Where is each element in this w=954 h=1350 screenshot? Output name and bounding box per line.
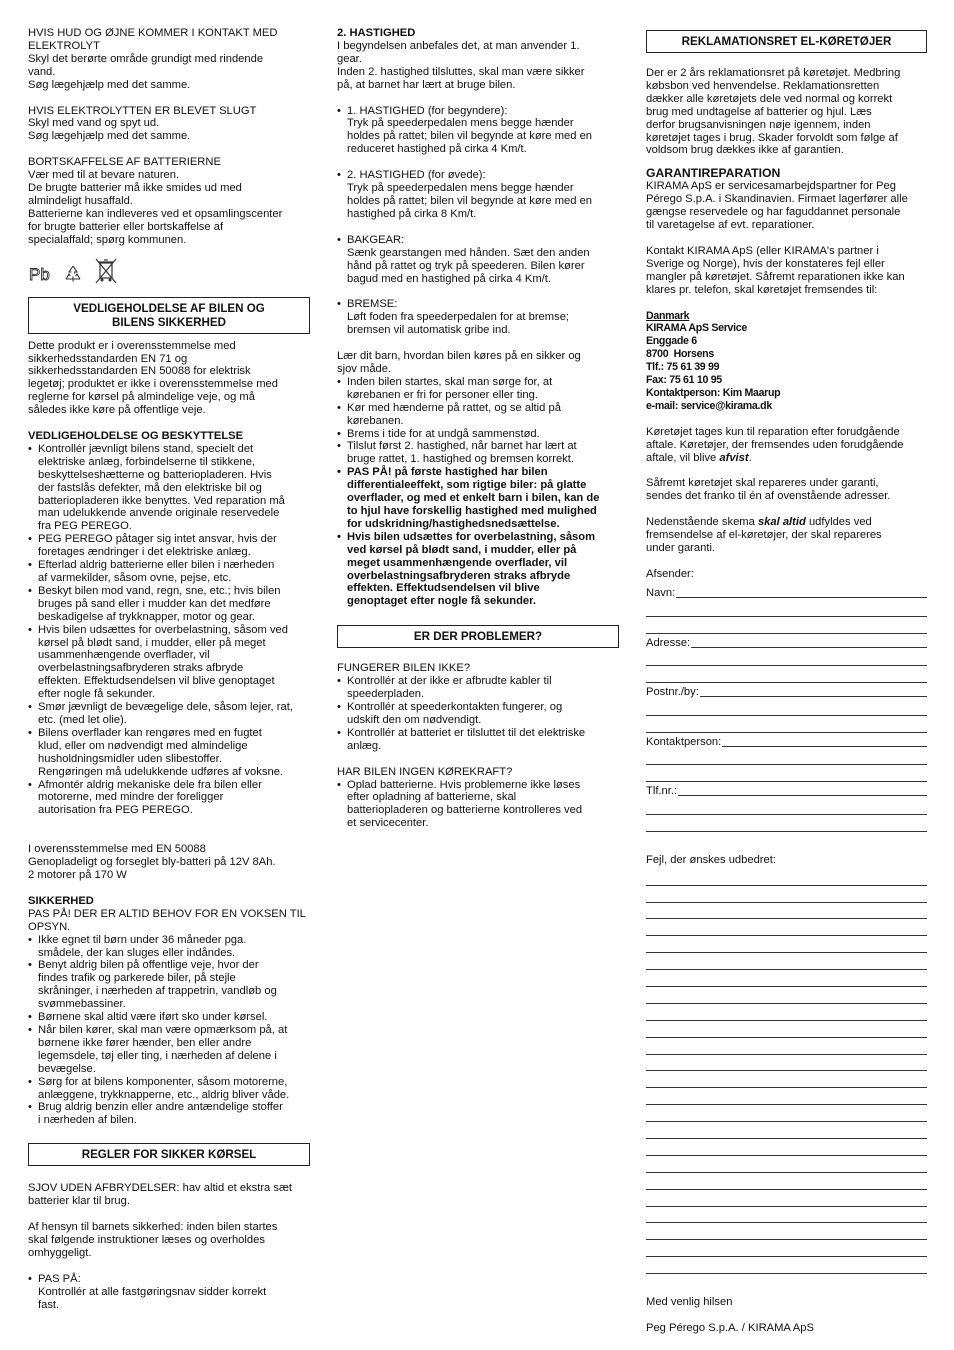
form-field-1[interactable] [646,634,927,650]
closing-greeting: Med venlig hilsen [646,1296,733,1309]
list-item-line: • Hvis bilen udsættes for overbelastning, såsom [347,530,596,543]
text-line: under garanti. [646,542,716,555]
text-line: Der er 2 års reklamationsret på køretøjet. Medbring [646,67,901,79]
text-line: Skyl det berørte område grundigt med rindende [28,52,264,65]
list-item-line: af varmekilder, såsom ovne, pejse, etc. [38,572,232,584]
list-item-line: • Inden bilen startes, skal man sørge for, at [347,375,553,388]
text-line: for brugte batterier eller bortskaffelse af [28,220,224,233]
text-line: almindeligt husaffald. [28,194,133,207]
list-item-line: efter nogle få sekunder. [38,688,155,701]
form-blank-line[interactable] [646,699,927,716]
form-field-line[interactable] [700,696,927,697]
text-line: PAS PÅ! DER ER ALTID BEHOV FOR EN VOKSEN TIL [28,907,306,920]
list-item [337,428,619,441]
text-line: Genopladeligt og forseglet bly-batteri på 12V 8Ah. [28,856,276,869]
pas-paa-note: • PAS PÅ: Kontrollér at alle fastgøringsnav sidder korrekt fast. [28,1273,310,1312]
fault-blank-line[interactable] [646,1223,927,1240]
form-field-4[interactable] [646,782,927,798]
list-item-line: husholdningsmidler uden slibestoffer. [38,752,222,765]
fault-blank-line[interactable] [646,1105,927,1122]
text-line: 8700 Horsens [646,348,714,361]
driving-mode-title: 1. HASTIGHED (for begyndere): [347,104,508,117]
list-item-line: overflader, og med et enkelt barn i bilen, kan de [347,492,600,505]
sender-form [646,584,927,832]
list-item [28,959,310,1011]
form-blank-line[interactable] [646,765,927,782]
text-line: Køretøjet tages kun til reparation efter forudgående [646,425,900,438]
form-note-pre: Nedenstående skema [646,516,758,529]
list-item [337,727,619,753]
form-field-0[interactable] [646,584,927,600]
form-blank-line[interactable] [646,798,927,815]
list-item-line: • PEG PEREGO påtager sig intet ansvar, hvis der [38,533,277,546]
form-field-label: Kontaktperson: [646,735,722,748]
driving-mode-title: BAKGEAR: [347,233,405,246]
safety-list [28,934,310,1128]
list-item-line: genoptaget efter nogle få sekunder. [347,595,536,608]
text-line: Kontakt KIRAMA ApS (eller KIRAMA's partner i [646,244,879,257]
paragraph-swallowed [28,105,310,144]
list-item-line: der fastslås defekter, må den elektriske bil og [38,481,262,494]
text-line: sikkerhedsstandarden EN 50088 for elektrisk [28,365,251,378]
heading-maintenance: VEDLIGEHOLDELSE OG BESKYTTELSE [28,430,244,443]
text-line: Såfremt køretøjet skal repareres under garanti, [646,477,879,490]
list-item-line: motorerne, med mindre der foreligger [38,791,224,804]
contact-lines [646,322,927,412]
list-item-line: kørebanen er fri for personer eller ting. [347,388,538,401]
list-item-line: svømmebassiner. [38,998,126,1011]
form-field-label: Adresse: [646,636,691,649]
form-field-line[interactable] [722,746,927,747]
fault-blank-line[interactable] [646,1071,927,1088]
list-item-line: man udelukkende anvende originale reservedele [38,507,280,520]
list-item-line: differentialeeffekt, som rigtige biler: på glatte [347,479,587,492]
list-item [28,1101,310,1127]
driving-mode-text: holdes på rattet; bilen vil begynde at køre med en [347,194,593,207]
list-item [337,779,619,831]
paragraph-skin-eyes [28,27,310,92]
text-line: Fax: 75 61 10 95 [646,374,722,387]
text-line: Søg lægehjælp med det samme. [28,130,191,143]
list-item-line: • Sørg for at bilens komponenter, såsom motorerne, [38,1075,288,1088]
text-line: BILENS SIKKERHED [111,315,227,329]
column-middle [337,27,619,830]
text-line: KIRAMA ApS Service [646,322,747,335]
text-line: Dette produkt er i overensstemmelse med [28,339,236,352]
list-item-line: anlæggene, trykknapperne, etc., aldrig bliver våde. [38,1088,290,1101]
form-note-emphasis: skal altid [757,516,806,529]
list-item-line: • Børnene skal altid være iført sko under kørsel. [38,1011,268,1024]
faults-label: Fejl, der ønskes udbedret: [646,853,776,866]
driving-mode-text: Tryk på speederpedalen mens begge hænder [347,182,574,195]
list-item-line: børnene ikke fører hænder, ben eller andre [38,1036,252,1049]
fault-blank-line[interactable] [646,1038,927,1055]
section-box-driving-rules [28,1143,310,1166]
heading-speed: 2. HASTIGHED [337,27,416,39]
column-right [646,27,927,1335]
paragraph-franco [646,477,927,503]
disposal-icons [28,255,310,285]
text-line: vand. [28,65,56,78]
contact-address [646,310,927,413]
list-item-line: i nærheden af bilen. [38,1114,137,1127]
maintenance-list [28,443,310,817]
text-line: I overensstemmelse med EN 50088 [28,843,206,856]
driving-modes [337,105,619,338]
fault-blank-line[interactable] [646,1139,927,1156]
list-item-line: udskift den om nødvendigt. [347,713,482,726]
fault-blank-line[interactable] [646,1240,927,1257]
fault-blank-line[interactable] [646,936,927,953]
driving-mode-item: • BREMSE: Løft foden fra speederpedalen for at bremse; bremsen vil automatisk gribe ind. [337,298,619,337]
list-item-line: • Brug aldrig benzin eller andre antændelige stoffer [38,1101,283,1114]
list-item-line: • Smør jævnligt de bevægelige dele, såsom lejer, rat, [38,701,293,714]
list-item-line: • Kør med hænderne på rattet, og se altid på [347,401,561,414]
text-line: fremsendelse af el-køretøjer, der skal repareres [646,529,882,542]
crossed-out-bin-icon [94,257,118,285]
list-item-line: efter opladning af batterierne, skal [347,791,517,804]
lead-symbol-text: Pb [29,264,50,284]
text-line: således ikke køre på offentlige veje. [28,404,206,417]
contact-country: Danmark [646,309,690,322]
list-item-line: • Kontrollér at batteriet er tilsluttet til det elektriske [347,726,586,739]
fault-blank-line[interactable] [646,903,927,920]
form-field-line[interactable] [691,647,927,648]
text-line: Pérego S.p.A. i Skandinavien. Firmaet lagerfører alle [646,193,908,206]
list-item-line: • Når bilen kører, skal man være opmærksom på, at [38,1024,288,1036]
text-line: købsbon ved henvendelse. Reklamationsretten [646,79,880,92]
form-blank-line[interactable] [646,600,927,617]
list-item-line: • Brems i tide for at undgå sammenstød. [347,427,540,440]
text-line: BORTSKAFFELSE AF BATTERIERNE [28,156,221,169]
sender-label: Afsender: [646,568,694,580]
list-item-line: meget usammenhængende overflader, vil [347,556,568,569]
list-item-line: beskyttelseshætterne og batteriopladeren. Hvis [38,468,272,481]
list-item-line: elektriske anlæg, forbindelserne til stikkene, [38,455,256,468]
no-power-list [337,779,619,831]
teach-warnings [337,466,619,608]
list-item-line: anlæg. [347,739,382,752]
list-item-line: et servicecenter. [347,817,429,830]
text-line: Inden 2. hastighed tilsluttes, skal man være sikker [337,65,585,78]
form-blank-line[interactable] [646,716,927,733]
list-item-line: • Benyt aldrig bilen på offentlige veje, hvor der [38,959,259,972]
list-item [337,701,619,727]
list-item-line: ved kørsel på blødt sand, i mudder, eller på [347,543,577,556]
paragraph-compliance [28,843,310,882]
list-item-line: • PAS PÅ! på første hastighed har bilen [347,466,548,479]
paragraph-kirama [646,180,927,232]
paragraph-warranty [646,67,927,157]
recycle-icon [62,263,84,285]
text-line: voldsom brug dækkes ikke af garantien. [646,144,844,157]
form-field-label: Navn: [646,587,676,599]
list-item-line: • Tilslut først 2. hastighed, når barnet har lært at [347,440,577,453]
list-item-line: fra PEG PEREGO. [38,520,132,533]
list-item-line: bevægelse. [38,1062,96,1075]
text-line: skal følgende instruktioner læses og overholdes [28,1233,265,1246]
text-line: legetøj; produktet er ikke i overensstemmelse med [28,378,278,391]
list-item [337,440,619,466]
form-blank-line[interactable] [646,650,927,667]
section-box-warranty [646,30,927,53]
text-line: derfor brugsanvisningen nøje igennem, inden [646,118,871,131]
fault-blank-line[interactable] [646,987,927,1004]
text-line: på, at barnet har lært at bruge bilen. [337,78,516,91]
teach-list [337,376,619,466]
fault-blank-line[interactable] [646,869,927,886]
fault-blank-line[interactable] [646,1190,927,1207]
list-item-line: speederpladen. [347,688,425,701]
form-field-label: Tlf.nr.: [646,785,678,798]
list-item [28,1024,310,1076]
list-item-line: bruge rattet, 1. hastighed og bremsen korrekt. [347,453,574,466]
question-not-working: FUNGERER BILEN IKKE? [337,662,471,675]
list-item-line: • Bilens overflader kan rengøres med en fugtet [38,726,262,739]
not-working-list [337,675,619,752]
text-line: gængse reservedele og har faguddannet personale [646,206,901,219]
text-line: brug med undtagelse af batterier og hjul. Læs [646,105,872,118]
text-line: Lær dit barn, hvordan bilen køres på en sikker og [337,350,581,363]
list-item-line: skråninger, i nærheden af trappetrin, vandløb og [38,985,277,998]
list-item-line: bruges på sand eller i mudder kan det medføre [38,597,271,610]
fault-blank-line[interactable] [646,1173,927,1190]
list-item-line: • Kontrollér jævnligt bilens stand, specielt det [38,442,254,455]
fault-blank-line[interactable] [646,953,927,970]
text-line: OPSYN. [28,920,71,933]
fault-blank-line[interactable] [646,1004,927,1021]
form-note-post: udfyldes ved [805,516,872,529]
list-item-line: usammenhængende overflader, vil [38,649,210,662]
text-line: 2 motorer på 170 W [28,869,127,882]
form-field-label: Postnr./by: [646,686,699,699]
agreement-rejected: afvist [719,451,749,464]
list-item [28,779,310,818]
text-line: De brugte batterier må ikke smides ud med [28,182,242,195]
paragraph-extra-batteries [28,1182,310,1208]
text-line: batterier klar til brug. [28,1195,130,1208]
text-line: REKLAMATIONSRET EL-KØRETØJER [681,35,892,48]
agreement-lines [646,426,927,452]
text-line: ER DER PROBLEMER? [413,630,543,644]
driving-mode-text: holdes på rattet; bilen vil begynde at køre med en [347,130,593,143]
driving-mode-text: bremsen vil automatisk gribe ind. [347,324,511,337]
list-item-line: smådele, der kan sluges eller indåndes. [38,946,236,959]
list-item-line: • Efterlad aldrig batterierne eller bilen i nærheden [38,559,275,572]
list-item-line: Rengøringen må udelukkende udføres af voksne. [38,765,284,778]
column-left [28,27,310,1312]
driving-mode-text: bagud med en hastighed på cirka 4 Km/t. [347,272,551,285]
text-line: klares pr. telefon, skal køretøjet fremsendes til: [646,283,878,296]
text-line: e-mail: service@kirama.dk [646,399,772,412]
text-line: fast. [38,1298,60,1311]
text-line: Skyl med vand og spyt ud. [28,117,160,130]
form-note-lines [646,529,927,555]
list-item-line: • Beskyt bilen mod vand, regn, sne, etc.; hvis bilen [38,584,281,597]
list-item [28,701,310,727]
driving-mode-title: 2. HASTIGHED (for øvede): [347,169,486,182]
text-line: Batterierne kan indleveres ved et opsamlingscenter [28,207,283,220]
fault-blank-line[interactable] [646,1156,927,1173]
list-item-line: • Kontrollér at speederkontakten fungerer, og [347,700,563,713]
list-item-line: • Hvis bilen udsættes for overbelastning, såsom ved [38,623,288,636]
list-item-line: for udskridning/hastighedsnedsættelse. [347,517,560,530]
faults-form [646,869,927,1274]
text-line: KIRAMA ApS er servicesamarbejdspartner for Peg [646,180,896,193]
paragraph-standards [28,340,310,417]
section-box-problems [337,625,619,648]
form-blank-line[interactable] [646,617,927,634]
paragraph-agreement [646,426,927,465]
text-line: Af hensyn til barnets sikkerhed: inden bilen startes [28,1221,278,1234]
fault-blank-line[interactable] [646,1257,927,1274]
list-item-line: etc. (med let olie). [38,713,127,726]
paragraph-disposal [28,156,310,246]
fault-blank-line[interactable] [646,1207,927,1224]
section-box-maintenance [28,297,310,334]
text-line: reglerne for kørsel på almindelige veje, og må [28,391,255,404]
text-line: mangler på køretøjet. Såfremt reparationen ikke kan [646,270,905,283]
heading-repair: GARANTIREPARATION [646,166,781,181]
text-line: dækker alle køretøjets dele ved normal og korrekt [646,92,893,105]
fault-blank-line[interactable] [646,1021,927,1038]
paragraph-speed-intro [337,40,619,92]
list-item [28,934,310,960]
agreement-last-text: aftale, vil blive [646,451,720,464]
text-line: omhyggeligt. [28,1246,92,1259]
pas-paa-title: PAS PÅ: [38,1272,81,1285]
list-item-line: overbelastningsafbryderen straks afbryde [347,569,571,582]
text-line: specialaffald; spørg kommunen. [28,233,187,246]
fault-blank-line[interactable] [646,970,927,987]
list-item-line: kørebanen. [347,414,404,427]
list-item [28,624,310,701]
list-item [28,1076,310,1102]
driving-mode-text: reduceret hastighed på cirka 4 Km/t. [347,143,527,156]
driving-mode-text: Sænk gearstangen med hånden. Sæt den anden [347,246,590,259]
form-blank-line[interactable] [646,749,927,766]
text-line: Søg lægehjælp med det samme. [28,78,191,91]
list-item [337,466,619,531]
text-line: VEDLIGEHOLDELSE AF BILEN OG [73,301,265,315]
list-item-line: batteriopladeren ikke benyttes. Ved reparation må [38,494,285,507]
list-item [28,533,310,559]
form-field-line[interactable] [676,597,927,598]
fault-blank-line[interactable] [646,1055,927,1072]
text-line: REGLER FOR SIKKER KØRSEL [81,1148,257,1162]
text-line: Vær med til at bevare naturen. [28,169,180,182]
paragraph-child-safety [28,1221,310,1260]
teach-intro [337,350,619,376]
list-item [337,675,619,701]
fault-blank-line[interactable] [646,919,927,936]
safety-intro [28,908,310,934]
text-line: HVIS ELEKTROLYTTEN ER BLEVET SLUGT [28,104,257,117]
text-line: sikkerhedsstandarden EN 71 og [28,352,188,365]
text-line: Enggade 6 [646,335,697,348]
text-line: Tlf.: 75 61 39 99 [646,361,720,374]
driving-mode-text: hånd på rattet og tryk på speederen. Bilen kører [347,259,585,272]
list-item [28,1011,310,1024]
text-line: ELEKTROLYT [28,39,100,52]
list-item [337,376,619,402]
list-item-line: foretages ændringer i det elektriske anlæg. [38,546,251,559]
list-item-line: autorisation fra PEG PEREGO. [38,804,193,817]
fault-blank-line[interactable] [646,886,927,903]
list-item [337,531,619,608]
text-line: til varetagelse af evt. reparationer. [646,218,815,231]
text-line: køretøjet tages i brug. Skader forvoldt som følge af [646,131,898,144]
pas-paa-text [38,1286,310,1312]
list-item-line: findes trafik og parkerede biler, på stejle [38,972,236,985]
list-item [337,402,619,428]
list-item-line: effekten. Effektudsendelsen vil blive [347,582,540,595]
signature: Peg Pérego S.p.A. / KIRAMA ApS [646,1322,814,1335]
list-item-line: batteriopladeren og batterierne kontrolleres ved [347,804,583,817]
list-item-line: legemsdele, tøj eller ting, i nærheden af delene i [38,1049,277,1062]
form-blank-line[interactable] [646,815,927,832]
list-item-line: overbelastningsafbryderen straks afbryde [38,662,244,675]
heading-safety: SIKKERHED [28,894,94,907]
list-item-line: kørsel på blødt sand, i mudder, eller på meget [38,636,266,649]
text-line: sendes det franko til én af ovenstående adresser. [646,490,891,503]
text-line: SJOV UDEN AFBRYDELSER: hav altid et ekstra sæt [28,1182,293,1195]
fault-blank-line[interactable] [646,1122,927,1139]
list-item-line: to hjul have forskellig hastighed med mulighed [347,505,597,517]
list-item-line: beskadigelse af trykknapper, motor og gear. [38,610,256,623]
driving-mode-item: • 1. HASTIGHED (for begyndere): Tryk på speederpedalen mens begge hænder holdes på rattet; bilen vil begynde at køre med en reduceret hastighed på cirka 4 Km/t. [337,105,619,157]
driving-mode-text: Tryk på speederpedalen mens begge hænder [347,117,574,130]
list-item-line: • Afmontér aldrig mekaniske dele fra bilen eller [38,778,262,791]
form-blank-line[interactable] [646,666,927,683]
driving-mode-text: hastighed på cirka 8 Km/t. [347,207,477,220]
text-line: I begyndelsen anbefales det, at man anvender 1. [337,39,580,52]
list-item [28,443,310,533]
list-item-line: • Kontrollér at der ikke er afbrudte kabler til [347,675,552,688]
text-line: Sverige og Norge), hvis der konstateres fejl eller [646,257,885,270]
text-line: sjov måde. [337,363,392,376]
list-item-line: • Oplad batterierne. Hvis problemerne ikke løses [347,778,581,791]
form-field-line[interactable] [678,795,927,796]
list-item [28,727,310,779]
text-line: aftale. Køretøjer, der fremsendes uden forudgående [646,438,904,451]
driving-mode-item: • 2. HASTIGHED (for øvede): Tryk på speederpedalen mens begge hænder holdes på rattet; bilen vil begynde at køre med en hastighed på cirka 8 Km/t. [337,169,619,221]
text-line: HVIS HUD OG ØJNE KOMMER I KONTAKT MED [28,27,278,39]
lead-pb-icon [28,261,52,285]
question-no-power: HAR BILEN INGEN KØREKRAFT? [337,765,513,778]
list-item-line: • Ikke egnet til børn under 36 måneder pga. [38,933,247,946]
text-line: gear. [337,52,362,65]
text-line: Kontrollér at alle fastgøringsnav sidder korrekt [38,1285,267,1298]
driving-mode-item: • BAKGEAR: Sænk gearstangen med hånden. Sæt den anden hånd på rattet og tryk på speederen. Bilen kører bagud med en hastighed på cirka 4 Km/t. [337,234,619,286]
fault-blank-line[interactable] [646,1088,927,1105]
driving-mode-text: Løft foden fra speederpedalen for at bremse; [347,311,570,324]
agreement-period: . [748,451,752,464]
list-item [28,585,310,624]
driving-mode-title: BREMSE: [347,298,398,311]
form-field-2[interactable] [646,683,927,699]
text-line: Kontaktperson: Kim Maarup [646,386,781,399]
form-field-3[interactable] [646,733,927,749]
paragraph-form-note [646,516,927,555]
list-item [28,559,310,585]
paragraph-contact-instructions [646,245,927,297]
list-item-line: klud, eller om nødvendigt med almindelige [38,739,248,752]
list-item-line: effekten. Effektudsendelsen vil blive genoptaget [38,675,275,688]
